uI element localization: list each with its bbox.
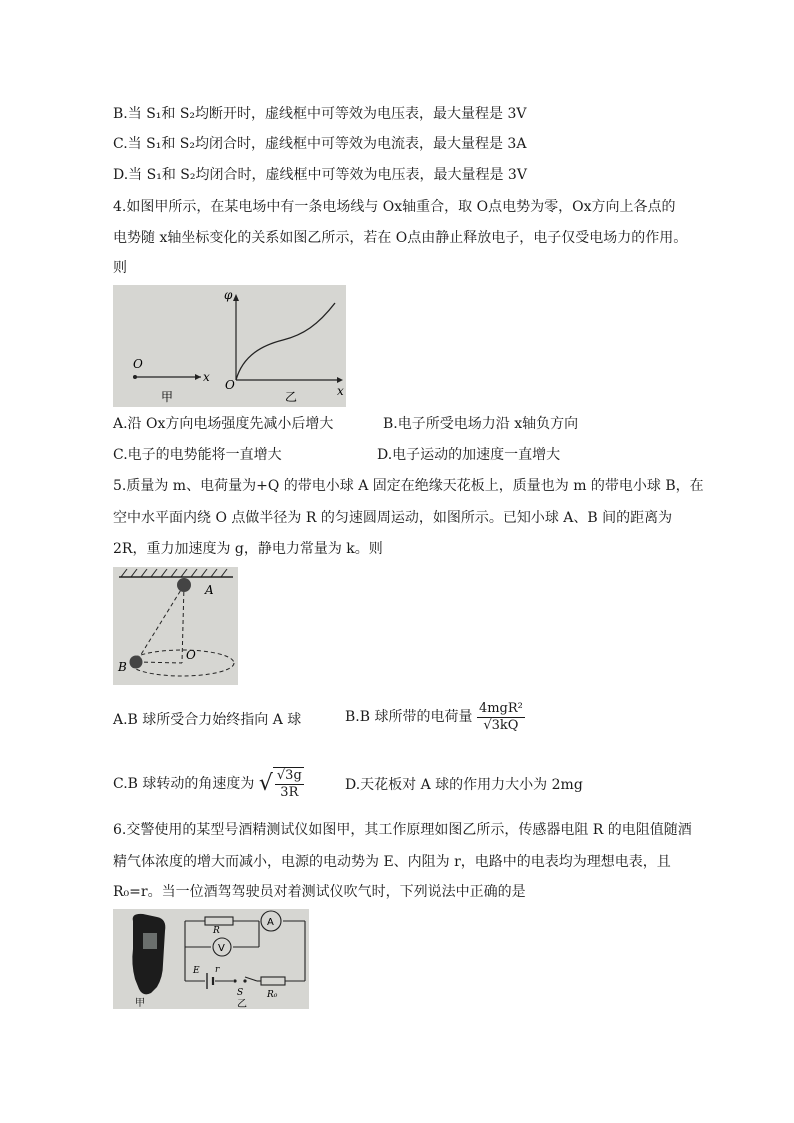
q6-stem-line2: 精气体浓度的增大而减小，电源的电动势为 E、内阻为 r，电路中的电表均为理想电表，且 <box>113 854 671 870</box>
q6-circuit-wires <box>185 921 305 981</box>
q6-s-label: S <box>237 988 244 998</box>
q5-o-label: O <box>186 648 196 662</box>
q5-option-c <box>113 762 304 806</box>
q6-r-internal-label: r <box>215 965 220 975</box>
q5-figure-drawing <box>113 567 238 685</box>
q6-voltmeter-label: V <box>218 943 225 954</box>
q4-stem-line3: 则 <box>113 260 127 276</box>
q5-b-label: B <box>118 660 127 674</box>
q5-figure <box>113 567 238 685</box>
q5-option-b-denominator: √3kQ <box>483 717 519 733</box>
q4-stem-line1: 4.如图甲所示，在某电场中有一条电场线与 Ox轴重合，取 O点电势为零，Ox方向上各点的 <box>113 199 676 215</box>
q6-ammeter-label: A <box>267 917 274 928</box>
q6-stem-line1: 6.交警使用的某型号酒精测试仪如图甲，其工作原理如图乙所示，传感器电阻 R 的电阻值随酒 <box>113 822 692 838</box>
q6-jia-caption: 甲 <box>135 998 145 1009</box>
q5-option-b-prefix: B.B 球所带的电荷量 <box>345 709 473 725</box>
q5-option-c-denominator: 3R <box>280 785 299 800</box>
q5-option-b-numerator: 4mgR² <box>478 700 523 716</box>
q4-figure-drawing <box>113 285 346 407</box>
q4-yi-phi-label: φ <box>224 288 233 302</box>
q4-jia-caption: 甲 <box>161 390 174 404</box>
q4-potential-curve <box>236 303 335 380</box>
q6-stem-line3: R₀=r。当一位酒驾驾驶员对着测试仪吹气时，下列说法中正确的是 <box>113 884 526 900</box>
q5-vertical-line <box>182 585 184 663</box>
q4-option-d: D.电子运动的加速度一直增大 <box>377 447 561 463</box>
q4-jia-origin-dot <box>133 375 137 379</box>
q6-switch-contact <box>243 979 246 982</box>
q5-stem-line3: 2R，重力加速度为 g，静电力常量为 k。则 <box>113 541 383 557</box>
q4-stem-line2: 电势随 x轴坐标变化的关系如图乙所示，若在 O点由静止释放电子，电子仅受电场力的作用。 <box>113 230 688 246</box>
q6-figure-drawing <box>113 909 309 1009</box>
q4-jia-x-label: x <box>203 370 210 384</box>
q6-switch-pivot <box>233 979 236 982</box>
q6-breathalyzer-screen <box>143 933 157 949</box>
q3-option-b: B.当 S₁和 S₂均断开时，虚线框中可等效为电压表，最大量程是 3V <box>113 106 527 122</box>
q5-option-c-fraction <box>273 767 304 801</box>
q6-r-label: R <box>213 926 220 936</box>
q3-option-d: D.当 S₁和 S₂均闭合时，虚线框中可等效为电压表，最大量程是 3V <box>113 167 527 183</box>
q4-jia-arrow <box>195 374 201 380</box>
q5-option-d: D.天花板对 A 球的作用力大小为 2mg <box>345 777 583 793</box>
q5-stem-line1: 5.质量为 m、电荷量为+Q 的带电小球 A 固定在绝缘天花板上，质量也为 m 的带电小球 B，在 <box>113 478 704 494</box>
q6-r0-label: R₀ <box>267 990 278 1000</box>
q6-yi-caption: 乙 <box>237 999 247 1009</box>
q4-option-c: C.电子的电势能将一直增大 <box>113 447 282 463</box>
q4-figure <box>113 285 346 407</box>
q5-option-b-fraction <box>477 701 525 734</box>
q5-option-a: A.B 球所受合力始终指向 A 球 <box>113 712 302 728</box>
q5-a-label: A <box>205 583 214 597</box>
q5-option-c-prefix: C.B 球转动的角速度为 <box>113 776 255 792</box>
q6-e-label: E <box>193 966 200 976</box>
q6-figure <box>113 909 309 1009</box>
q5-radius-line <box>137 662 182 663</box>
q3-option-c: C.当 S₁和 S₂均闭合时，虚线框中可等效为电流表，最大量程是 3A <box>113 136 527 152</box>
q4-yi-x-label: x <box>337 384 344 398</box>
q4-yi-o-label: O <box>225 378 235 392</box>
q6-breathalyzer-body <box>132 914 165 994</box>
q4-yi-y-arrow <box>233 294 239 301</box>
q5-option-c-numerator: √3g <box>276 768 302 783</box>
q5-ball-b <box>130 656 143 669</box>
q4-option-a: A.沿 Ox方向电场强度先减小后增大 <box>113 416 334 432</box>
q4-yi-caption: 乙 <box>285 390 298 404</box>
q4-jia-o-label: O <box>133 357 143 371</box>
q5-ball-a <box>177 578 191 592</box>
q6-resistor-r0 <box>261 977 285 985</box>
q6-resistor-r <box>205 917 233 925</box>
q5-stem-line2: 空中水平面内绕 O 点做半径为 R 的匀速圆周运动，如图所示。已知小球 A、B 间的距离为 <box>113 510 673 526</box>
q5-option-b <box>345 698 525 736</box>
q5-option-c-radical: √ <box>258 771 273 796</box>
q4-option-b: B.电子所受电场力沿 x轴负方向 <box>383 416 579 432</box>
q5-ceiling-hatch <box>121 569 227 577</box>
q4-yi-x-arrow <box>337 377 343 383</box>
